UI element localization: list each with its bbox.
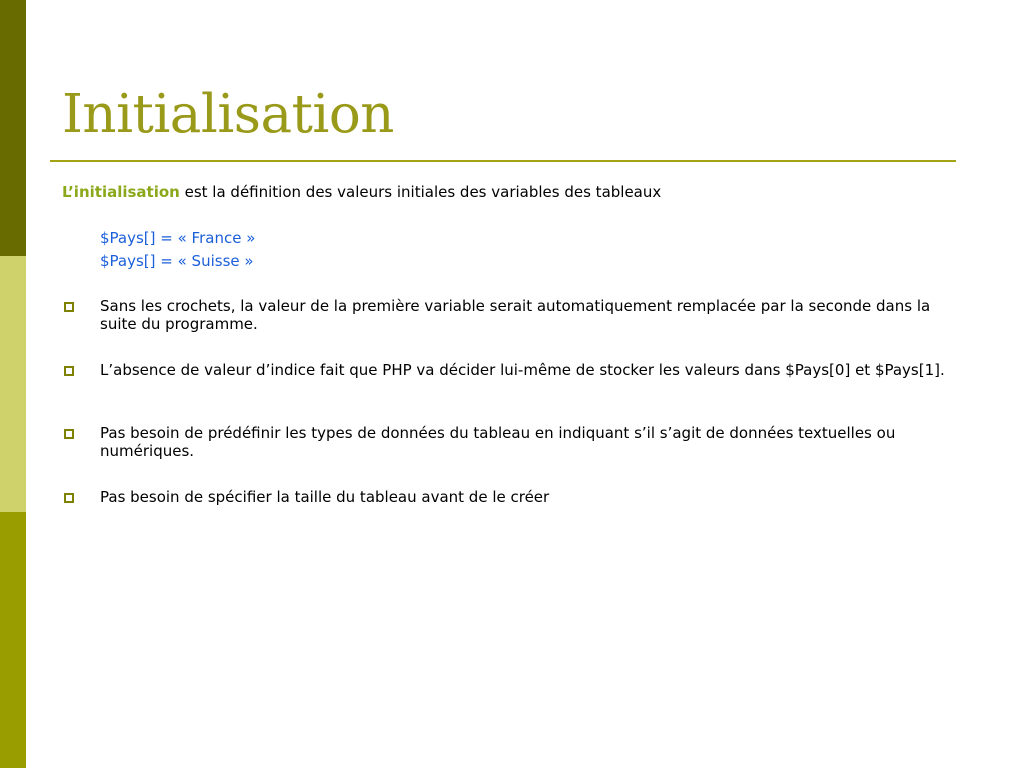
square-bullet-icon <box>64 429 74 439</box>
intro-text: est la définition des valeurs initiales des variables des tableaux <box>179 183 662 201</box>
square-bullet-icon <box>64 366 74 376</box>
code-line-france: $Pays[] = « France » <box>100 229 256 247</box>
square-bullet-icon <box>64 493 74 503</box>
intro-line <box>62 182 962 202</box>
sidebar-band-bottom <box>0 512 26 768</box>
sidebar-band-top <box>0 0 26 256</box>
slide-title: Initialisation <box>62 84 394 145</box>
bullet-text: Sans les crochets, la valeur de la première variable serait automatiquement remplacée par la seconde dans la suite du programme. <box>100 297 931 333</box>
square-bullet-icon <box>64 302 74 312</box>
title-rule <box>50 160 956 162</box>
bullet-text: Pas besoin de spécifier la taille du tableau avant de le créer <box>100 488 550 506</box>
bullet-text: Pas besoin de prédéfinir les types de données du tableau en indiquant s’il s’agit de données textuelles ou numériques. <box>100 424 896 460</box>
intro-term: L’initialisation <box>62 183 180 201</box>
sidebar-band-middle <box>0 256 26 512</box>
code-line-suisse: $Pays[] = « Suisse » <box>100 252 254 270</box>
bullet-text: L’absence de valeur d’indice fait que PHP va décider lui-même de stocker les valeurs dans $Pays[0] et $Pays[1]. <box>100 361 945 379</box>
